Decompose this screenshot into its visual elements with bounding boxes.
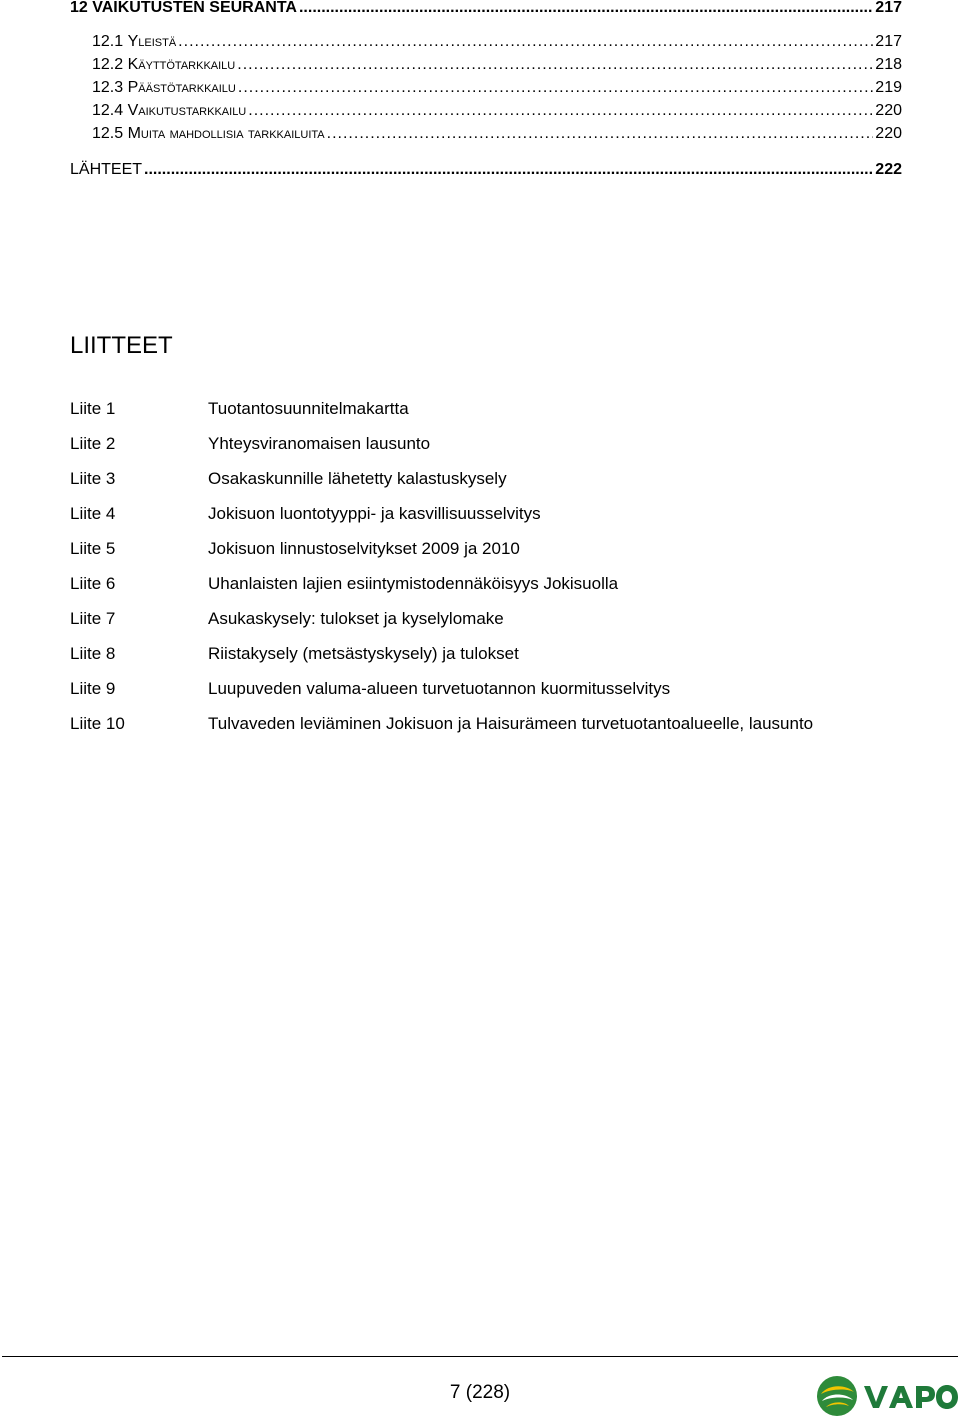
appendix-title: Tuotantosuunnitelmakartta [208,399,409,418]
toc-entry-page: 220 [875,102,902,119]
toc-entry-title: Päästötarkkailu [127,79,236,96]
vapo-logo-icon [816,1374,958,1418]
toc-section-12-4[interactable] [92,99,902,121]
toc-section-number: 12.4 [92,102,124,119]
appendix-item [70,572,910,596]
appendix-title: Asukaskysely: tulokset ja kyselylomake [208,609,504,628]
appendix-label: Liite 9 [70,679,116,698]
toc-section-12-3[interactable] [92,76,902,98]
toc-dot-leader [144,160,873,180]
appendix-item [70,677,910,701]
toc-chapter-12[interactable] [70,0,902,18]
toc-entry-page: 220 [875,125,902,142]
appendix-item [70,397,910,421]
toc-entry-title: 12 VAIKUTUSTEN SEURANTA [70,0,297,16]
toc-entry-page: 217 [875,33,902,50]
appendix-label: Liite 2 [70,434,116,453]
appendix-title: Tulvaveden leviäminen Jokisuon ja Haisurämeen turvetuotantoalueelle, lausunto [208,714,814,733]
toc-section-12-2[interactable] [92,53,902,75]
appendix-item [70,712,910,736]
toc-section-12-5[interactable] [92,122,902,144]
toc-section-number: 12.1 [92,33,124,50]
appendix-item [70,467,910,491]
toc-entry-page: 222 [875,161,902,178]
appendix-title: Riistakysely (metsästyskysely) ja tulokset [208,644,519,663]
toc-entry-title: Vaikutustarkkailu [127,102,247,119]
toc-entry-title: Yleistä [127,33,177,50]
toc-dot-leader [299,0,873,18]
toc-dot-leader [248,101,873,121]
appendix-item [70,537,910,561]
appendix-title: Yhteysviranomaisen lausunto [208,434,431,453]
appendix-title: Luupuveden valuma-alueen turvetuotannon kuormitusselvitys [208,679,671,698]
toc-references[interactable] [70,158,902,180]
toc-entry-page: 219 [875,79,902,96]
appendix-label: Liite 8 [70,644,116,663]
appendix-label: Liite 4 [70,504,116,523]
appendix-label: Liite 7 [70,609,116,628]
appendix-item [70,607,910,631]
appendices-heading: LIITTEET [70,332,173,359]
appendix-item [70,502,910,526]
footer-divider [2,1356,958,1357]
toc-section-number: 12.3 [92,79,124,96]
toc-dot-leader [237,55,873,75]
appendix-label: Liite 6 [70,574,116,593]
appendix-title: Uhanlaisten lajien esiintymistodennäköisyys Jokisuolla [208,574,619,593]
appendix-label: Liite 5 [70,539,116,558]
toc-dot-leader [327,124,874,144]
appendix-label: Liite 3 [70,469,116,488]
toc-entry-page: 217 [875,0,902,16]
appendix-label: Liite 1 [70,399,116,418]
appendix-label: Liite 10 [70,714,125,733]
appendix-title: Jokisuon linnustoselvitykset 2009 ja 2010 [208,539,520,558]
appendix-title: Jokisuon luontotyyppi- ja kasvillisuusselvitys [208,504,541,523]
toc-dot-leader [238,78,873,98]
toc-entry-title: Käyttötarkkailu [127,56,236,73]
toc-entry-title: LÄHTEET [70,161,143,178]
appendix-title: Osakaskunnille lähetetty kalastuskysely [208,469,507,488]
toc-section-12-1[interactable] [92,30,902,52]
toc-entry-title: Muita mahdollisia tarkkailuita [127,125,325,142]
appendix-item [70,642,910,666]
toc-section-number: 12.2 [92,56,124,73]
toc-section-number: 12.5 [92,125,124,142]
vapo-logo [816,1374,958,1418]
toc-entry-page: 218 [875,56,902,73]
appendix-item [70,432,910,456]
page-number: 7 (228) [449,1382,511,1403]
toc-dot-leader [178,32,873,52]
